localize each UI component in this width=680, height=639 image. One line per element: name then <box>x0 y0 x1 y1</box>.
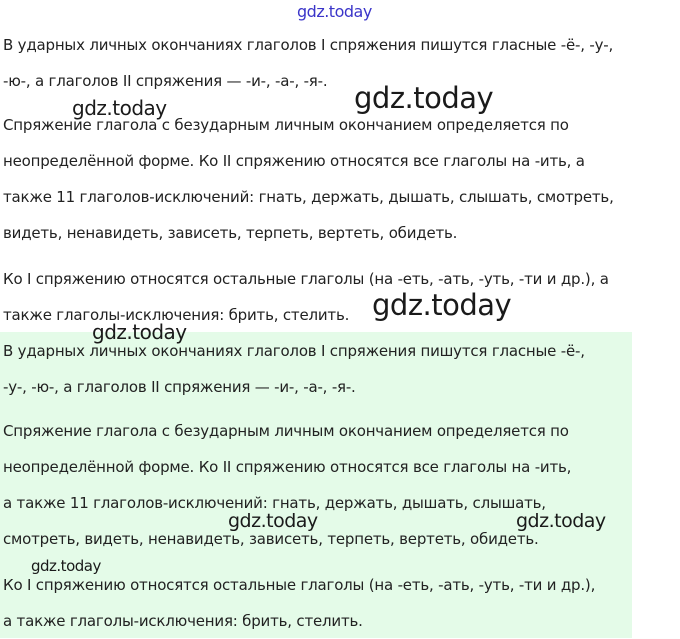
text-line: -у-, -ю-, а глаголов II спряжения — -и-, -а-, -я-. <box>3 378 356 396</box>
watermark: gdz.today <box>354 81 494 115</box>
watermark: gdz.today <box>72 96 167 120</box>
watermark: gdz.today <box>228 510 318 532</box>
text-line: неопределённой форме. Ко II спряжению относятся все глаголы на -ить, а <box>3 152 585 170</box>
text-line: а также 11 глаголов-исключений: гнать, держать, дышать, слышать, <box>3 494 546 512</box>
paragraph-stressed-endings <box>3 27 613 99</box>
text-line: -ю-, а глаголов II спряжения — -и-, -а-, -я-. <box>3 72 328 90</box>
watermark: gdz.today <box>297 2 372 21</box>
text-line: Спряжение глагола с безударным личным окончанием определяется по <box>3 422 569 440</box>
green-paragraph-stressed-endings <box>3 333 585 405</box>
text-line: неопределённой форме. Ко II спряжению относятся все глаголы на -ить, <box>3 458 572 476</box>
green-paragraph-first-conjugation <box>3 567 595 639</box>
text-line: Ко I спряжению относятся остальные глаголы (на -еть, -ать, -уть, -ти и др.), а <box>3 270 609 288</box>
text-line: также 11 глаголов-исключений: гнать, держать, дышать, слышать, смотреть, <box>3 188 614 206</box>
text-line: смотреть, видеть, ненавидеть, зависеть, терпеть, вертеть, обидеть. <box>3 530 539 548</box>
paragraph-unstressed-endings <box>3 107 614 251</box>
watermark: gdz.today <box>372 288 512 322</box>
green-paragraph-unstressed-endings <box>3 413 571 557</box>
watermark: gdz.today <box>516 510 606 532</box>
text-line: В ударных личных окончаниях глаголов I спряжения пишутся гласные -ё-, <box>3 342 585 360</box>
text-line: В ударных личных окончаниях глаголов I спряжения пишутся гласные -ё-, -у-, <box>3 36 614 54</box>
text-line: Ко I спряжению относятся остальные глаголы (на -еть, -ать, -уть, -ти и др.), <box>3 576 596 594</box>
text-line: а также глаголы-исключения: брить, стелить. <box>3 612 363 630</box>
text-line: также глаголы-исключения: брить, стелить. <box>3 306 350 324</box>
watermark: gdz.today <box>31 557 101 575</box>
text-line: Спряжение глагола с безударным личным окончанием определяется по <box>3 116 569 134</box>
text-line: видеть, ненавидеть, зависеть, терпеть, вертеть, обидеть. <box>3 224 458 242</box>
watermark: gdz.today <box>92 320 187 344</box>
